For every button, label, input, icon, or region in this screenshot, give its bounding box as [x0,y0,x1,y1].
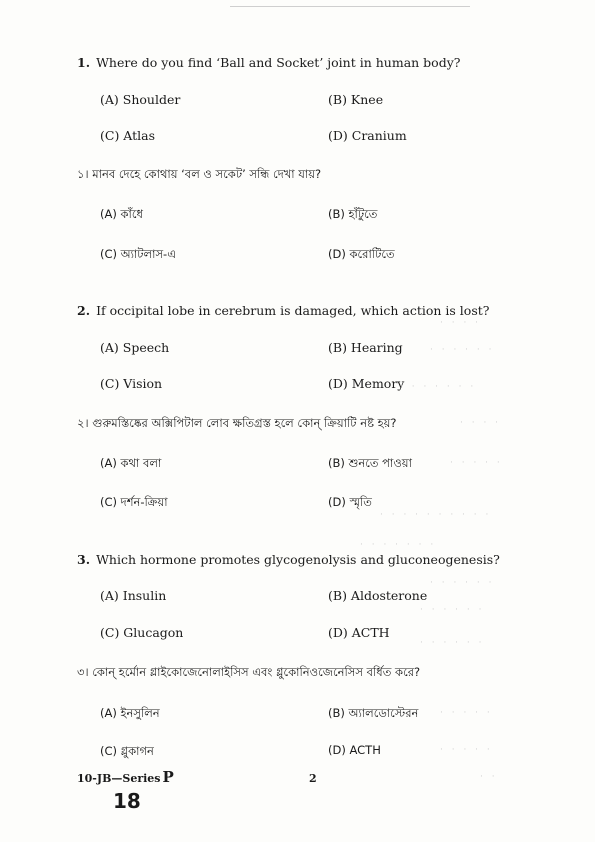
q3-bn-option-a: (A) ইনসুলিন [100,706,160,720]
question-number: 1. [77,55,91,70]
scan-noise: · · · · · · · · · · [380,510,492,520]
question-text: Which hormone promotes glycogenolysis and gluconeogenesis? [96,552,500,567]
q2-option-a: (A) Speech [100,340,170,355]
q3-option-a: (A) Insulin [100,588,167,603]
scan-noise: · · · · · · [430,578,495,588]
top-rule [230,6,470,7]
q2-bn-option-c: (C) দর্শন-ক্রিয়া [100,495,168,509]
scan-noise: · · · · [460,418,502,428]
q2-bn-option-a: (A) কথা বলা [100,456,162,470]
scan-noise: · · · · · [450,458,503,468]
scan-noise: · · · · [440,318,482,328]
q1-option-c: (C) Atlas [100,128,155,143]
q1-option-d: (D) Cranium [328,128,407,143]
question-2-bengali: ২। গুরুমস্তিষ্কের অক্সিপিটাল লোব ক্ষতিগ্রস্ত হলে কোন্ ক্রিয়াটি নষ্ট হয়? [77,416,397,430]
handwritten-number: 18 [113,789,141,813]
q1-bn-option-c: (C) অ্যাটলাস-এ [100,247,176,261]
scan-noise: · · · · · [440,708,493,718]
scan-noise: · · · · · [440,745,493,755]
scan-noise: · · · · · · [420,605,485,615]
q3-option-d: (D) ACTH [328,625,390,640]
question-number: 3. [77,552,91,567]
q2-option-c: (C) Vision [100,376,163,391]
q3-bn-option-d: (D) ACTH [328,743,381,757]
q2-bn-option-d: (D) স্মৃতি [328,495,372,509]
q1-option-b: (B) Knee [328,92,384,107]
series-letter: P [162,768,174,786]
question-2-english [77,303,489,318]
scan-noise: · · · · · · [420,638,485,648]
q1-bn-option-a: (A) কাঁধে [100,207,143,221]
q3-option-c: (C) Glucagon [100,625,184,640]
scan-noise: · · [480,772,498,782]
q3-bn-option-c: (C) গ্লুকাগন [100,744,154,758]
question-text: If occipital lobe in cerebrum is damaged, which action is lost? [96,303,490,318]
question-1-bengali: ১। মানব দেহে কোথায় ‘বল ও সকেট’ সন্ধি দেখা যায়? [77,167,322,181]
question-text: Where do you find ‘Ball and Socket’ joint in human body? [96,55,461,70]
scan-noise: · · · · · · · [360,540,437,550]
question-1-english [77,55,460,70]
series-code [77,768,174,786]
q3-option-b: (B) Aldosterone [328,588,428,603]
q2-option-b: (B) Hearing [328,340,403,355]
q2-bn-option-b: (B) শুনতে পাওয়া [328,456,412,470]
scan-noise: · · · · · · · [400,382,477,392]
q1-bn-option-d: (D) করোটিতে [328,247,395,261]
question-number: 2. [77,303,91,318]
series-code-text: 10-JB—Series [77,772,161,785]
q3-bn-option-b: (B) অ্যালডোস্টেরন [328,706,419,720]
question-3-english [77,552,500,567]
scan-noise: · · · · · · [430,345,495,355]
question-3-bengali: ৩। কোন্ হর্মোন গ্লাইকোজেনোলাইসিস এবং গ্লুকোনিওজেনেসিস বর্ধিত করে? [77,665,421,679]
q1-bn-option-b: (B) হাঁটুতে [328,207,378,221]
q2-option-d: (D) Memory [328,376,405,391]
page-number: 2 [309,772,317,785]
q1-option-a: (A) Shoulder [100,92,181,107]
